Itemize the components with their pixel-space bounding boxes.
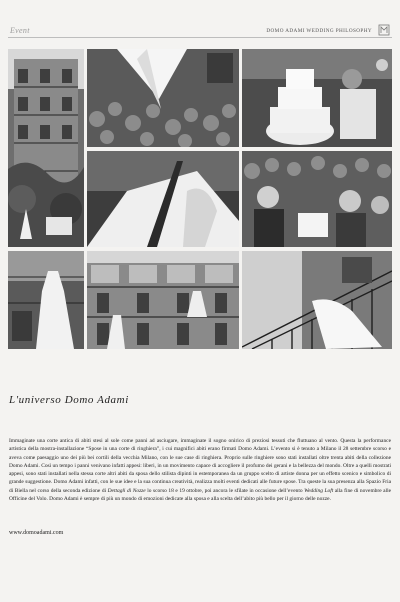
running-head: DOMO ADAMI WEDDING PHILOSOPHY: [266, 28, 372, 34]
photo-wedding-cake: [242, 49, 392, 147]
header-rule: [8, 37, 392, 38]
section-label: Event: [10, 26, 30, 35]
photo-courtyard-balconies: [8, 49, 84, 247]
body-text-2: lo scorso 18 e 19 ottobre, poi ancora le sfilate in occasione dell’evento: [145, 487, 305, 494]
photo-dress-on-balcony-left: [8, 251, 84, 349]
photo-smiling-guests: [242, 151, 392, 247]
photo-dress-on-balcony-right: [242, 251, 392, 349]
website-link[interactable]: www.domoadami.com: [9, 530, 64, 536]
photo-dress-closeup: [87, 151, 239, 247]
domo-adami-logo-icon: [378, 24, 390, 36]
body-text-1: Immaginate una corte antica di abiti stesi al sole come panni ad asciugare, immaginate il sogno onirico di preziosi tessuti che fluttuano al vento. Questa la performance artistica della mostra-installazione “Spose in una corte di ringhiera”, i cui magnifici abiti erano firmati Domo Adami. L’evento si è tenuto a Milano il 28 settembre scorso e aveva come paesaggio uno dei più bei cortili della vecchia Milano, con le sue case di ringhiera. Proprio sulle ringhiere sono stati installati oltre trenta abiti della collezione Domo Adami. Così un tempo i panni venivano infatti appesi: liberi, in un movimento capace di accogliere il profumo dei gerani e la bellezza del mondo. Oltre a quelli mostrati appesi, sono stati installati nella stessa corte altri abiti da sposa dello stilista dipinti in estemporanea da un gruppo scelto di artiste donna per un effetto scenico e simbolico di grande suggestione. Domo Adami infatti, con le sue idee e la sua continua creatività, realizza molti eventi dedicati alle future spose. Tra queste la sua presenza alla Spazio Fria di Biella nel corso della seconda edizione di: [9, 438, 391, 494]
body-event-name-2: Wedding Loft: [304, 487, 334, 494]
article-body: [9, 437, 391, 503]
photo-grid: [8, 49, 392, 349]
body-event-name-1: Dettagli di Nozze: [107, 487, 146, 494]
article-title: L'universo Domo Adami: [9, 394, 129, 406]
photo-building-facade: [87, 251, 239, 349]
body-text-3: alla fine di novembre alle Officine del Volo. Domo Adami è sempre di più un mondo di emozioni dedicate alla sposa e alla scelta dell’abito più bello per il giorno delle nozze.: [9, 487, 391, 503]
page-header: [8, 24, 392, 40]
photo-crowd-and-dress: [87, 49, 239, 147]
